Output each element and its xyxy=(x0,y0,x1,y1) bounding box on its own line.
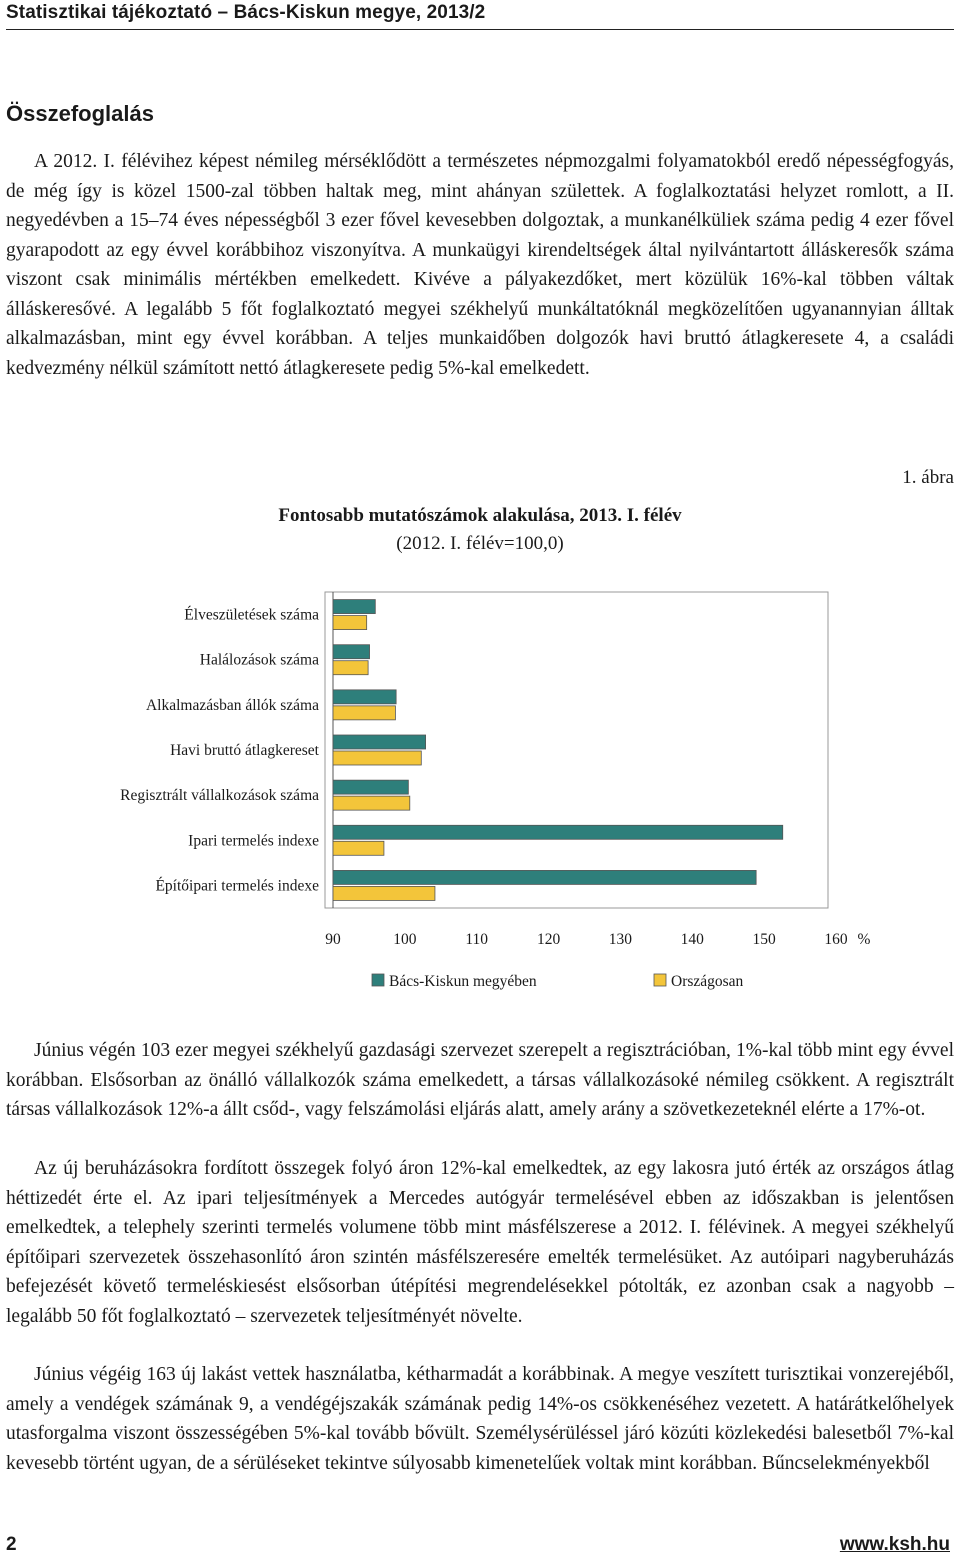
page-number: 2 xyxy=(6,1534,17,1555)
x-tick-label: 160 xyxy=(824,931,848,948)
x-tick-label: 90 xyxy=(325,931,341,948)
bar-county xyxy=(333,825,783,839)
legend-label: Bács-Kiskun megyében xyxy=(389,973,537,990)
x-tick-label: 150 xyxy=(752,931,776,948)
bar-national xyxy=(333,751,421,765)
x-tick-label: 120 xyxy=(536,931,561,948)
legend-swatch xyxy=(372,974,384,986)
legend-swatch xyxy=(654,974,666,986)
x-tick-label: 110 xyxy=(465,931,489,948)
x-unit-label: % xyxy=(857,931,871,948)
category-label: Építőipari termelés indexe xyxy=(155,877,319,895)
summary-paragraph-4: Június végéig 163 új lakást vettek használatba, kétharmadát a korábbinak. A megye veszített turisztikai vonzerejéből, amely a vendégek számának 9, a vendégéjszakák számának pedig 14%-os csökkenéséhez vezetett. A határátkelőhelyek utasforgalma viszont összességében 5%-kal tovább bővült. Személysérüléssel járó közúti közlekedési balesetből 7%-kal kevesebb történt ugyan, de a sérüléseket tekintve súlyosabb kimenetelűek voltak mint korábban. Bűncselekményekből xyxy=(6,1364,954,1474)
chart-subtitle: (2012. I. félév=100,0) xyxy=(396,533,564,554)
summary-paragraph-2: Június végén 103 ezer megyei székhelyű gazdasági szervezet szerepelt a regisztrációban, 1%-kal több mint egy évvel korábban. Elsősorban az önálló vállalkozók száma emelkedett, a társas vállalkozásoké némileg csökkent. A regisztrált társas vállalkozások 12%-a állt csőd-, vagy felszámolási eljárás alatt, amely arány a szövetkezeteknél elérte a 17%-ot. xyxy=(6,1040,954,1120)
plot-area xyxy=(325,592,828,908)
summary-paragraph-1: A 2012. I. félévihez képest némileg mérséklődött a természetes népmozgalmi folyamatokból eredő népességfogyás, de még így is közel 1500-zal többen haltak meg, mint ahányan születtek. A foglalkoztatási helyzet romlott, a II. negyedévben a 15–74 éves népességből 3 ezer fővel kevesebben dolgoztak, a munkanélküliek száma pedig 4 ezer fővel gyarapodott az egy évvel korábbihoz viszonyítva. A munkaügyi kirendeltségek által nyilvántartott álláskeresők száma viszont csak minimális mértékben emelkedett. Kivéve a pályakezdőket, mert közülük 16%-kal többen váltak álláskeresővé. A legalább 5 főt foglalkoztató megyei székhelyű munkáltatóknál megközelítően ugyanannyian álltak alkalmazásban, mint egy évvel korábban. A teljes munkaidőben dolgozók havi bruttó átlagkeresete 4, a családi kedvezmény nélkül számított nettó átlagkeresete pedig 5%-kal emelkedett. xyxy=(6,151,954,379)
category-label: Havi bruttó átlagkereset xyxy=(170,742,319,759)
bar-national xyxy=(333,796,410,810)
bar-national xyxy=(333,661,368,675)
summary-paragraph-3: Az új beruházásokra fordított összegek folyó áron 12%-kal emelkedtek, az egy lakosra jutó érték az országos átlag héttizedét érte el. Az ipari teljesítmények a Mercedes autógyár termelésével ebben az időszakban is jelentősen emelkedtek, a telephely szerinti termelés volumene több mint másfélszerese a 2012. I. félévinek. A megyei székhelyű építőipari szervezetek összehasonlító áron szintén másfélszeresére emelték termelésüket. Az autóipari nagyberuházás befejezését követő termeléskiesést elsősorban útépítési megrendelésekkel pótolták, ez azonban csak a nagyobb – legalább 50 főt foglalkoztató – szervezetek teljesítményét növelte. xyxy=(6,1158,954,1327)
section-title: Összefoglalás xyxy=(6,101,154,126)
category-label: Élveszületések száma xyxy=(184,606,319,624)
footer-link[interactable]: www.ksh.hu xyxy=(839,1534,950,1555)
category-label: Regisztrált vállalkozások száma xyxy=(120,787,319,805)
x-tick-label: 130 xyxy=(608,931,633,948)
bar-county xyxy=(333,780,408,794)
category-label: Halálozások száma xyxy=(199,651,319,669)
x-tick-label: 100 xyxy=(393,931,417,948)
category-label: Alkalmazásban állók száma xyxy=(145,696,319,714)
document-header: Statisztikai tájékoztató – Bács-Kiskun megye, 2013/2 xyxy=(6,2,954,30)
bar-county xyxy=(333,645,370,659)
legend-label: Országosan xyxy=(671,973,744,990)
x-tick-label: 140 xyxy=(680,931,704,948)
bar-national xyxy=(333,841,384,855)
bar-national xyxy=(333,886,435,900)
bar-county xyxy=(333,690,396,704)
figure-label: 1. ábra xyxy=(902,467,954,488)
bar-county xyxy=(333,870,756,884)
bar-chart xyxy=(0,580,960,1010)
bar-county xyxy=(333,735,426,749)
bar-county xyxy=(333,600,375,614)
bar-national xyxy=(333,706,395,720)
category-label: Ipari termelés indexe xyxy=(188,832,319,850)
bar-national xyxy=(333,616,367,630)
chart-title: Fontosabb mutatószámok alakulása, 2013. I. félév xyxy=(278,505,682,526)
